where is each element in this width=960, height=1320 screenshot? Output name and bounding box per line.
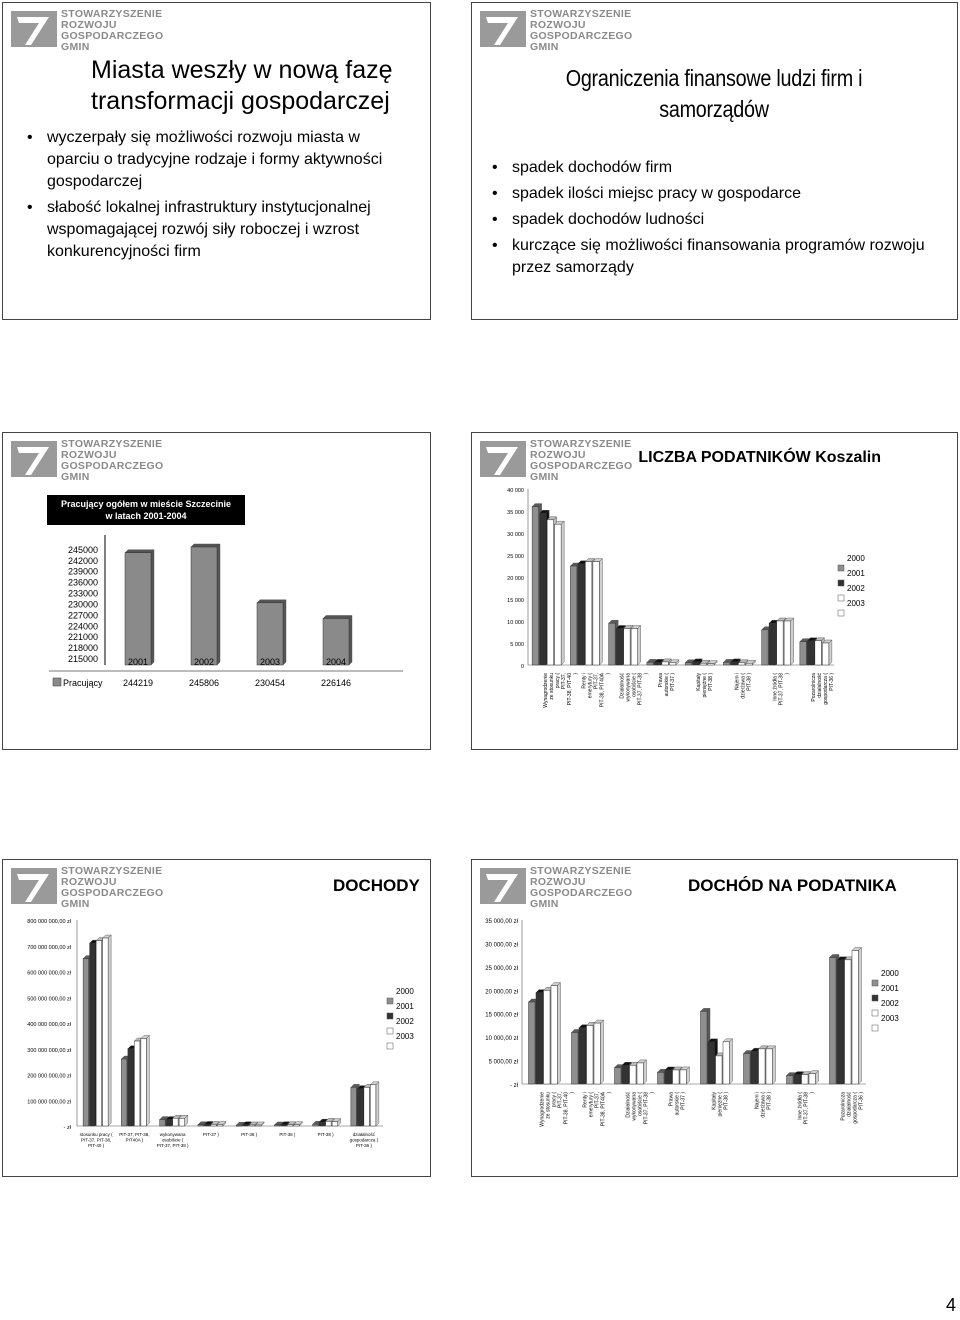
legend-label: 2000 [847,554,865,563]
slide-6 [471,859,958,1177]
bar [540,513,547,665]
bar [654,662,661,665]
bar-top [125,550,154,553]
y-tick-label: 20 000,00 zł [485,989,518,996]
x-tick-label: 2003 [259,657,281,667]
bar-side [638,625,641,665]
x-tick-label: PIT-38 ) [317,1132,334,1137]
y-tick-label: 25 000,00 zł [485,965,518,972]
logo [9,864,169,908]
legend-label: 2001 [881,984,899,993]
bar-top [191,544,220,547]
bullet: • wyczerpały się możliwości rozwoju miasta w oparciu o tradycyjne rodzaje i formy aktywności gospodarczej [25,127,415,193]
bar [125,553,151,665]
y-tick-label: 233000 [67,588,98,599]
employment-chart [3,491,430,749]
legend-label: 2001 [847,569,865,578]
bar [693,662,700,665]
bar [570,566,577,665]
y-tick-label: 800 000 000,00 zł [27,919,71,925]
y-tick-label: 35 000,00 zł [485,919,518,925]
logo-mark-icon [478,7,526,49]
x-tick-label: PIT-37 ) [202,1132,219,1137]
bar [134,1041,140,1126]
bar [700,663,707,665]
bar [96,941,102,1126]
income-per-taxpayer-chart [472,910,957,1176]
y-tick-label: 30 000,00 zł [485,942,518,949]
logo [9,7,169,51]
bar [647,662,654,665]
bar-side [601,1020,604,1084]
y-tick-label: 600 000 000,00 zł [27,970,71,977]
slide-1 [2,2,431,320]
bar [762,630,769,665]
bar [622,1065,629,1084]
x-tick-label: 2001 [127,657,149,667]
legend-swatch [872,980,878,986]
bar [701,1011,708,1084]
y-tick-label: 0 [520,664,524,670]
bullet: • spadek ilości miejsc pracy w gospodarce [490,183,930,205]
bar [815,641,822,665]
x-tick-label: Pozarolniczadziałalnośćgospodarcza (PIT-36 ) [840,1092,865,1124]
bar [716,1056,723,1084]
y-tick-label: 230000 [67,599,98,610]
table-value: 226146 [320,678,352,688]
bar [211,1124,217,1126]
bar-side [561,521,564,665]
logo-mark-icon [478,864,526,906]
chart-title-line-2: w latach 2001-2004 [105,511,187,521]
bar [121,1059,127,1126]
logo [478,864,638,908]
chart-title-line-1: Pracujący ogółem w mieście Szczecinie [60,499,232,509]
bar [579,1028,586,1084]
bar [191,547,217,665]
bar-side [773,1046,776,1084]
slide-2 [471,2,958,320]
x-tick-label: Działalnośćwykonywanaosobiście (PIT-37, PIT-38) [625,1092,656,1125]
bar [624,628,631,665]
bar [615,1068,622,1084]
bar [587,1025,594,1084]
legend-label: 2000 [881,969,899,978]
bar [669,663,676,665]
x-tick-label: 2004 [325,657,347,667]
x-tick-label: wykonywana osobiście ( PIT-37, PIT-38 ) [156,1132,189,1148]
bar-side [558,983,561,1084]
x-tick-label: Prawaautorskie (PIT-37 ) [657,673,676,697]
bar-side [108,935,111,1126]
bullet: • słabość lokalnej infrastruktury instytucjonalnej wspomagającej rozwój siły roboczej i wzrost konkurencyjności firm [25,197,415,263]
legend-label: 2002 [881,999,899,1008]
y-tick-label: 700 000 000,00 zł [27,944,71,951]
bar [90,943,96,1126]
bar [204,1124,210,1126]
logo [9,437,169,481]
table-value: 230454 [254,678,286,688]
y-tick-label: 215000 [67,654,98,664]
y-tick-label: 20 000 [507,576,524,582]
bar [532,507,539,665]
y-tick-label: 227000 [67,610,98,621]
y-tick-label: 35 000 [507,510,524,516]
bar-side [644,1060,647,1084]
bar [731,662,738,665]
y-tick-label: 100 000 000,00 zł [27,1099,71,1106]
x-tick-label: Kapitałypieniężne (PIT-38 ) [696,673,715,698]
bar [173,1118,179,1126]
bar [243,1125,249,1126]
bar [802,1075,809,1084]
bar [551,986,558,1084]
bar [294,1125,300,1126]
logo-mark-icon [9,864,57,906]
bar [160,1120,166,1126]
bullet: • spadek dochodów firm [490,157,930,179]
chart-title: DOCHODY [333,876,420,895]
bar-side [730,1039,733,1084]
bar [723,662,730,665]
bar [249,1125,255,1126]
chart-title: DOCHÓD NA PODATNIKA [688,876,897,895]
y-tick-label: 200 000 000,00 zł [27,1073,71,1080]
taxpayers-chart [472,479,957,749]
legend-swatch [872,995,878,1001]
logo-text: STOWARZYSZENIE ROZWOJU GOSPODARCZEGO GMIN [61,438,164,483]
bar [364,1087,370,1126]
x-tick-label: Wynagrodzenieze stosunkupracy (PIT-37,PIT-38, PIT-40) [543,673,580,708]
logo-text: STOWARZYSZENIE ROZWOJU GOSPODARCZEGO GMIN [61,865,164,910]
bar [800,642,807,665]
bar [830,957,837,1084]
bar [179,1118,185,1126]
slide-2-bullets [490,157,930,283]
logo-mark-icon [9,7,57,49]
bar [544,990,551,1084]
bar-side [791,618,794,665]
logo [478,437,638,481]
y-tick-label: 236000 [67,577,98,588]
bar [662,662,669,665]
bar [585,562,592,665]
bar [759,1049,766,1084]
y-tick-label: 30 000 [507,532,524,538]
chart-title: LICZBA PODATNIKÓW Koszalin [638,449,881,466]
x-tick-label: Renty iemerytury (PIT-37,PIT-38, PIT40A) [581,673,612,708]
bar-side [599,559,602,665]
page-number: 4 [945,1295,956,1315]
legend-swatch [387,998,393,1004]
bar [665,1070,672,1084]
bar [673,1070,680,1084]
bar [351,1087,357,1126]
bar [128,1049,134,1126]
y-tick-label: 221000 [67,632,98,643]
bar-top [257,600,286,603]
bar [357,1089,363,1126]
x-tick-label: działalność gospodarcza ( PIT-36 ) [349,1132,379,1148]
legend-swatch [838,580,844,586]
bar [547,520,554,665]
bar [685,663,692,665]
table-row-label: Pracujący [63,678,103,688]
x-tick-label: Pozarolniczadziałalnośćgospodarcza (PIT-36 ) [810,673,835,705]
legend-swatch [387,1013,393,1019]
bar [529,1002,536,1084]
x-tick-label: Prawaautorskie (PIT-37 ) [668,1092,687,1116]
slide-1-bullets [25,127,415,267]
bar [784,621,791,665]
bar [809,1074,816,1084]
bar [572,1032,579,1084]
legend-label: 2002 [847,584,865,593]
income-chart [3,910,430,1176]
bar [536,993,543,1084]
bar-side [829,640,832,665]
x-tick-label: Inne źródła (PIT-37, PIT-38) [797,1092,816,1125]
bar [845,960,852,1084]
y-tick-label: 5 000 [510,642,524,648]
logo [478,7,638,51]
bar-side [146,1035,149,1126]
slide-4 [471,432,958,750]
x-tick-label: 2002 [193,657,215,667]
legend-label: 2003 [881,1014,899,1023]
legend-label: 2001 [396,1002,414,1011]
x-tick-label: Najem idzierżawa (PIT-38 ) [734,673,753,699]
legend-label: 2000 [396,987,414,996]
bar [723,1042,730,1084]
bar [256,1125,262,1126]
table-value: 244219 [122,678,154,688]
bar-side [151,550,154,665]
bar [370,1085,376,1126]
bar [777,621,784,665]
bar-side [349,615,352,665]
bar-side [217,544,220,665]
x-tick-label: Inne źródła (PIT-37, PIT-38) [772,673,791,706]
legend-swatch [838,610,844,616]
bar [83,959,89,1126]
bar [708,1042,715,1084]
y-tick-label: 239000 [67,566,98,577]
bar [326,1121,332,1126]
logo-text: STOWARZYSZENIE ROZWOJU GOSPODARCZEGO GMIN [530,865,633,910]
bar [807,641,814,665]
y-tick-label: 400 000 000,00 zł [27,1022,71,1028]
bar [738,663,745,665]
legend-swatch [387,1028,393,1034]
bar [766,1049,773,1084]
x-tick-label: Kapitałypieniężne (PIT-38 ) [711,1092,730,1117]
legend-swatch [53,678,61,686]
bar [319,1122,325,1126]
legend-label: 2003 [847,599,865,608]
bullet: • spadek dochodów ludności [490,209,930,231]
bar [578,564,585,665]
x-tick-label: Działalnośćwykonywanaosobiście (PIT-37, PIT-38) [619,673,650,706]
slide-5 [2,859,431,1177]
x-tick-label: Renty iemerytury (PIT-37,PIT-38, PIT40A) [582,1092,613,1127]
bar [852,950,859,1084]
x-tick-label: stosunku pracy ( PIT-37, PIT-38, PIT-40 ) [79,1132,113,1148]
bar [555,524,562,665]
slide-2-title: Ograniczenia finansowe ludzi firm i samorządów [565,65,863,122]
slide-1-title: Miasta weszły w nową fazę transformacji gospodarczej [91,56,393,115]
bar-side [859,947,862,1084]
bar [141,1038,147,1126]
y-tick-label: 15 000 [507,598,524,604]
y-tick-label: 25 000 [507,554,524,560]
bar [658,1072,665,1084]
bar [794,1075,801,1084]
bar [332,1122,338,1126]
x-tick-label: PIT-37, PIT-38, PIT40A ) [119,1132,150,1143]
bar-side [376,1082,379,1126]
x-tick-label: PIT-38 ) [241,1132,258,1137]
bar [822,643,829,665]
bar [616,628,623,665]
x-tick-label: Wynagrodzenieze stosunkupracy (PIT-37,PIT-38, PIT-40) [539,1092,576,1127]
legend-swatch [872,1025,878,1031]
bar [287,1125,293,1126]
bar [166,1120,172,1126]
x-tick-label: PIT-38 ) [279,1132,296,1137]
bar [198,1125,204,1126]
bar [103,938,109,1126]
legend-label: 2002 [396,1017,414,1026]
table-value: 245806 [188,678,220,688]
bar [751,1051,758,1084]
bar [236,1125,242,1126]
logo-text: STOWARZYSZENIE ROZWOJU GOSPODARCZEGO GMIN [61,8,164,53]
bar [708,664,715,665]
y-tick-label: 300 000 000,00 zł [27,1047,71,1054]
logo-mark-icon [9,437,57,479]
bar [274,1125,280,1126]
logo-mark-icon [478,437,526,479]
bar-top [323,615,352,618]
bar [787,1076,794,1084]
y-tick-label: 224000 [67,621,98,632]
legend-swatch [838,565,844,571]
legend-swatch [872,1010,878,1016]
bar [609,623,616,665]
logo-text: STOWARZYSZENIE ROZWOJU GOSPODARCZEGO GMIN [530,438,633,483]
y-tick-label: 500 000 000,00 zł [27,996,71,1003]
bullet: • kurczące się możliwości finansowania programów rozwoju przez samorządy [490,235,930,279]
y-tick-label: 10 000,00 zł [485,1036,518,1043]
legend-swatch [387,1043,393,1049]
bar [313,1124,319,1126]
bar [281,1125,287,1126]
bar [593,562,600,665]
y-tick-label: 40 000 [507,488,524,494]
bar [769,623,776,665]
bar [680,1070,687,1084]
bar [594,1023,601,1084]
y-tick-label: 10 000 [507,620,524,626]
bar [746,663,753,665]
slide-3 [2,432,431,750]
bar [837,960,844,1084]
y-tick-label: 218000 [67,643,98,654]
bar [257,603,283,665]
y-tick-label: 15 000,00 zł [485,1012,518,1019]
legend-label: 2003 [396,1032,414,1041]
y-tick-label: 242000 [67,555,98,566]
y-tick-label: - zł [510,1083,518,1089]
logo-text: STOWARZYSZENIE ROZWOJU GOSPODARCZEGO GMIN [530,8,633,53]
y-tick-label: 245000 [67,544,98,555]
legend-swatch [838,595,844,601]
y-tick-label: 5 000,00 zł [488,1059,518,1066]
bar [217,1124,223,1126]
bar [637,1063,644,1084]
bar [630,1065,637,1084]
bar [631,628,638,665]
y-tick-label: - zł [63,1125,71,1131]
x-tick-label: Najem idzierżawa (PIT-38 ) [754,1092,773,1118]
bar [744,1054,751,1084]
bar-side [283,600,286,665]
